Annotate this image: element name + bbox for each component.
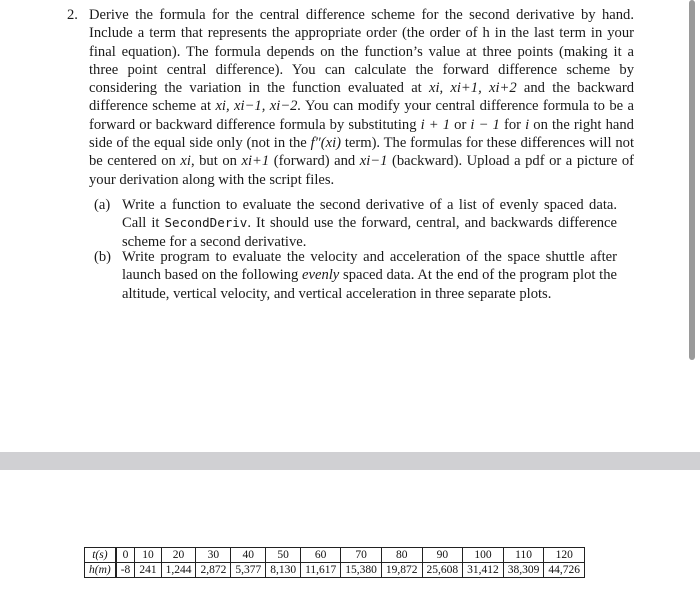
- height-cell: 11,617: [301, 563, 341, 578]
- problem-text: on the right hand side of the equal side only (not in the: [89, 116, 634, 152]
- time-cell: 10: [135, 548, 161, 563]
- part-a-text: [122, 196, 617, 251]
- height-cell: 1,244: [161, 563, 196, 578]
- height-cell: 5,377: [231, 563, 266, 578]
- part-a-label: (a): [94, 197, 111, 213]
- part-a: [94, 196, 617, 251]
- time-cell: 110: [503, 548, 544, 563]
- index-expr: i + 1: [420, 116, 451, 133]
- problem-text: You can modify your central difference formula to be a forward or backward difference formula by substituting: [89, 98, 634, 133]
- function-name-code: SecondDeriv: [164, 215, 248, 231]
- vertical-scrollbar[interactable]: [689, 0, 695, 360]
- var-xi: xi: [180, 153, 191, 170]
- part-b-text-1: Write program to evaluate the velocity and acceleration of the space shuttle after launch based on the following: [122, 249, 617, 284]
- height-cell: 19,872: [381, 563, 422, 578]
- height-cell: 38,309: [503, 563, 544, 578]
- problem-text: term). The formulas for these differences will not be centered on: [89, 135, 635, 170]
- time-row: [85, 548, 585, 563]
- problem-statement: [89, 6, 634, 189]
- part-b-text-2: spaced data. At the end of the program plot the altitude, vertical velocity, and vertical acceleration in three separate plots.: [122, 267, 617, 302]
- height-cell: 2,872: [196, 563, 231, 578]
- time-cell: 120: [544, 548, 585, 563]
- problem-text: and the backward difference scheme at: [89, 80, 635, 115]
- problem-number: 2.: [67, 7, 78, 23]
- part-a-text-1: Write a function to evaluate the second derivative of a list of evenly spaced data. Call it: [122, 197, 617, 232]
- part-b-text: [122, 248, 617, 303]
- backward-points: xi, xi−1, xi−2.: [215, 98, 302, 115]
- time-cell: 30: [196, 548, 231, 563]
- height-cell: 241: [135, 563, 161, 578]
- time-cell: 20: [161, 548, 196, 563]
- shuttle-altitude-table: [84, 547, 585, 578]
- time-cell: 40: [231, 548, 266, 563]
- time-cell: 100: [463, 548, 504, 563]
- index-expr: i: [525, 116, 530, 133]
- problem-text: (backward). Upload a pdf or a picture of your derivation along with the script files.: [89, 153, 635, 188]
- second-derivative-term: f″(xi): [310, 135, 341, 152]
- problem-text: or: [454, 116, 467, 133]
- time-cell: 0: [116, 548, 135, 563]
- problem-text: Derive the formula for the central difference scheme for the second derivative by hand. Include a term that represents the appropriate order (the order of h in the last term in your final equation). The formula depends on the function’s value at three points (making it a three point central difference). You can calculate the forward difference scheme by considering the variation in the function evaluated at: [89, 7, 634, 97]
- time-header: t(s): [85, 548, 116, 563]
- height-cell: 8,130: [266, 563, 301, 578]
- page-divider: [0, 452, 700, 470]
- index-expr: i − 1: [470, 116, 500, 133]
- height-cell: 15,380: [341, 563, 382, 578]
- time-cell: 60: [301, 548, 341, 563]
- var-xi-minus-1: xi−1: [359, 153, 388, 170]
- part-b-label: (b): [94, 249, 112, 265]
- problem-text: for: [503, 116, 521, 133]
- emphasis-evenly: evenly: [302, 267, 340, 284]
- time-cell: 80: [381, 548, 422, 563]
- height-cell: -8: [116, 563, 135, 578]
- height-row: [85, 563, 585, 578]
- height-header: h(m): [85, 563, 116, 578]
- time-cell: 90: [422, 548, 463, 563]
- problem-text: , but on: [190, 153, 237, 170]
- part-a-text-2: . It should use the forward, central, and backwards difference scheme for a second derivative.: [122, 215, 617, 250]
- height-cell: 25,608: [422, 563, 463, 578]
- forward-points: xi, xi+1, xi+2: [428, 80, 517, 97]
- part-b: [94, 248, 617, 303]
- time-cell: 70: [341, 548, 382, 563]
- height-cell: 31,412: [463, 563, 504, 578]
- var-xi-plus-1: xi+1: [241, 153, 270, 170]
- problem-2: [67, 6, 635, 189]
- time-cell: 50: [266, 548, 301, 563]
- problem-text: (forward) and: [273, 153, 356, 170]
- height-cell: 44,726: [544, 563, 585, 578]
